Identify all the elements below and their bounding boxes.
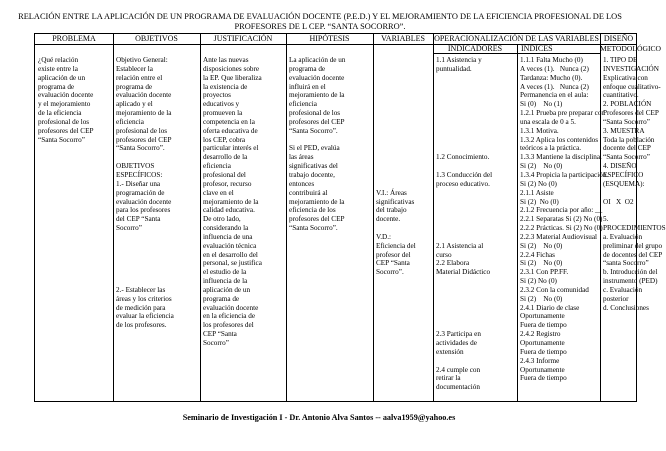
cell-line: 2.3.1 Con PP.FF. [520, 268, 569, 277]
cell-line: ESPECÍFICOS: [116, 170, 163, 179]
cell-line: 2.2 Elabora [436, 259, 470, 268]
cell-line: 1. TIPO DE [603, 56, 638, 64]
cell-line [436, 189, 516, 198]
cell-line [436, 357, 516, 366]
cell-line: Si (2) No (0) [520, 241, 563, 250]
cell-line: Socorro” [116, 224, 142, 233]
cell-line: Oportunamente [520, 339, 565, 347]
cell-line [376, 144, 432, 153]
cell-line: evaluación docente [116, 91, 172, 100]
cell-line [603, 189, 637, 198]
cell-line [116, 251, 199, 260]
cell-line: Toda la población [603, 135, 655, 144]
cell-line: Eficiencia del [376, 241, 416, 250]
cell-line: el estudio de la [203, 268, 247, 277]
column-divider [433, 34, 434, 401]
cell-line [436, 312, 516, 321]
cell-line [376, 83, 432, 92]
column-divider [373, 34, 374, 401]
cell-line: 3. MUESTRA [603, 126, 645, 135]
cell-line: 1.2 Conocimiento. [436, 153, 490, 162]
cell-line: en el desarrollo del [203, 250, 258, 259]
cell-line: “santa Socorro” [603, 259, 649, 268]
cell-line: (ESQUEMA): [603, 179, 645, 188]
cell-line: profesional de los [116, 126, 168, 135]
cell-line: desarrollo de la [203, 153, 248, 162]
cell-line: significativas del [289, 162, 338, 171]
cell-line: INVESTIGACIÓN [603, 64, 659, 73]
cell-line [376, 136, 432, 145]
cell-line [376, 153, 432, 162]
cell-line: evaluación técnica [203, 241, 257, 250]
cell-line: 2.1.2 Frecuencia por año: __ [520, 206, 603, 215]
cell-line: 2.2.1 Separatas Si (2) No (0) [520, 215, 603, 224]
cell-line: Explicativa con [603, 73, 648, 82]
cell-line: 2.3.2 Con la comunidad [520, 285, 589, 294]
column-indicadores [436, 56, 516, 392]
cell-line: personal, se justifica [203, 259, 262, 268]
cell-line: áreas y los criterios [116, 294, 172, 303]
cell-line: b. Introducción del [603, 268, 658, 277]
cell-line: aplicación de un [203, 285, 251, 294]
cell-line [436, 109, 516, 118]
cell-line: 2.2.4 Fichas [520, 250, 555, 259]
cell-line: influirá en el [289, 82, 326, 91]
cell-line: d. Conclusiones [603, 303, 649, 312]
cell-line: posterior [603, 294, 629, 303]
header-indices: INDICES [521, 44, 553, 53]
column-problema [38, 56, 112, 144]
cell-line: “Santa Socorro”. [289, 126, 338, 135]
cell-line [436, 144, 516, 153]
column-hipotesis [289, 56, 372, 233]
cell-line: 1.- Diseñar una [116, 179, 161, 188]
cell-line: 2.1.1 Asiste [520, 188, 554, 197]
cell-line [376, 74, 432, 83]
cell-line: cuantitativo. [603, 91, 639, 100]
cell-line: 5. [603, 215, 609, 224]
cell-line: particular interés el [203, 144, 259, 153]
cell-line: “Santa Socorro”. [289, 224, 338, 233]
cell-line: considerando la [203, 224, 249, 233]
cell-line: profesores del CEP [289, 215, 345, 224]
cell-line: A veces (1). Nunca (2) [520, 82, 589, 91]
cell-line: 2.4.1 Diario de clase [520, 303, 580, 312]
cell-line: Objetivo General: [116, 56, 168, 64]
cell-line [436, 277, 516, 286]
cell-line: 4. DISEÑO [603, 162, 637, 171]
cell-line: profesores del CEP [116, 135, 172, 144]
cell-line: 2.3 Participa en [436, 330, 481, 339]
cell-line: evaluación docente [38, 91, 94, 100]
title-line-2: PROFESORES DE L CEP. “SANTA SOCORRO”. [234, 22, 406, 31]
cell-line: evaluación docente [116, 197, 172, 206]
cell-line: eficiencia de los [289, 206, 336, 215]
cell-line: aplicación de un [38, 73, 86, 82]
cell-line: ESPECÍFICO [603, 170, 644, 179]
cell-line: Si (2) No (0) [520, 179, 557, 188]
cell-line [376, 65, 432, 74]
cell-line [376, 109, 432, 118]
cell-line: influencia de una [203, 232, 253, 241]
header-diseno-metodologico: METODOLÓGICO [600, 44, 662, 53]
header-variables: VARIABLES [381, 34, 425, 43]
footer-credit: Seminario de Investigación I - Dr. Antonio Alva Santos -- aalva1959@yahoo.es [182, 413, 456, 422]
cell-line: significativas [376, 197, 415, 206]
cell-line: A veces (1). Nunca (2) [520, 64, 589, 73]
cell-line: La aplicación de un [289, 56, 346, 64]
column-objetivos [116, 56, 199, 330]
cell-line: V.I.: Áreas [376, 188, 407, 197]
cell-line: trabajo docente, [289, 170, 335, 179]
cell-line: ¿Qué relación [38, 56, 79, 64]
cell-line: Tardanza: Mucho (0). [520, 73, 583, 82]
cell-line: 1.3.3 Mantiene la disciplina. [520, 153, 602, 162]
cell-line: a. Evaluación [603, 232, 643, 241]
cell-line: De otro lado, [203, 215, 241, 224]
cell-line [436, 286, 516, 295]
cell-line: OI X O2 [603, 197, 634, 206]
cell-line: Oportunamente [520, 312, 565, 321]
title-line-1: RELACIÓN ENTRE LA APLICACIÓN DE UN PROGRAMA DE EVALUACIÓN DOCENTE (P.E.D.) Y EL MEJORAMIENTO DE LA EFICIENCIA PROFESIONAL DE LOS [18, 12, 622, 21]
cell-line: docente. [376, 215, 401, 224]
cell-line: Material Didáctico [436, 268, 491, 277]
cell-line: competencia en la [203, 117, 255, 126]
cell-line: proyectos [203, 91, 231, 100]
cell-line: Oportunamente [520, 365, 565, 374]
cell-line [436, 136, 516, 145]
cell-line: Profesores del CEP [603, 109, 659, 118]
cell-line [376, 91, 432, 100]
cell-line: de los profesores. [116, 321, 167, 330]
cell-line [436, 198, 516, 207]
header-justificacion: JUSTIFICACIÓN [213, 34, 273, 43]
header-objetivos: OBJETIVOS [135, 34, 178, 43]
cell-line: influencia de la [203, 277, 248, 286]
cell-line: para los profesores [116, 206, 171, 215]
cell-line: Socorro” [203, 339, 229, 347]
header-diseno: DISEÑO [603, 34, 634, 43]
cell-line [436, 83, 516, 92]
cell-line: disposiciones sobre [203, 64, 260, 73]
cell-line: Permanencia en el aula: [520, 91, 589, 100]
cell-line: extensión [436, 347, 464, 356]
cell-line: 1.1.1 Falta Mucho (0) [520, 56, 583, 64]
column-indices [520, 56, 609, 383]
document-title [14, 12, 626, 32]
cell-line: 2. POBLACIÓN [603, 100, 652, 109]
cell-line [436, 118, 516, 127]
cell-line: Fuera de tiempo [520, 374, 567, 383]
cell-line: mejoramiento de la [116, 109, 172, 118]
column-variables [376, 56, 432, 277]
cell-line: documentación [436, 383, 480, 392]
cell-line: Si (2) No (0) [520, 277, 557, 286]
cell-line: entonces [289, 179, 315, 188]
cell-line: OBJETIVOS [116, 162, 155, 171]
cell-line: programa de [38, 82, 75, 91]
cell-line: promueven la [203, 109, 243, 118]
cell-line [603, 206, 637, 215]
cell-line: las áreas [289, 153, 314, 162]
cell-line: programación de [116, 188, 165, 197]
column-divider [113, 34, 114, 401]
cell-line: eficiencia [116, 117, 144, 126]
cell-line: de medición para [116, 303, 166, 312]
header-problema: PROBLEMA [52, 34, 96, 43]
cell-line: instrumento (PED) [603, 277, 658, 286]
cell-line: la EP. Que liberaliza [203, 73, 262, 82]
cell-line: mejoramiento de la [203, 197, 259, 206]
cell-line [376, 224, 432, 233]
cell-line: calidad educativa. [203, 206, 255, 215]
cell-line [436, 321, 516, 330]
cell-line: en la eficiencia de [203, 312, 256, 321]
cell-line [436, 127, 516, 136]
cell-line: mejoramiento de la [289, 91, 345, 100]
cell-line [436, 304, 516, 313]
cell-line: de la eficiencia [38, 109, 82, 118]
cell-line: curso [436, 250, 452, 259]
cell-line: 2.4 cumple con [436, 365, 481, 374]
cell-line: CEP “Santa [376, 259, 410, 268]
cell-line [376, 162, 432, 171]
cell-line: proceso educativo. [436, 179, 490, 188]
header-hipotesis: HIPÓTESIS [309, 34, 350, 43]
consistency-matrix-table [34, 33, 666, 402]
cell-line: teóricos a la práctica. [520, 144, 582, 153]
cell-line: una escala de 0 a 5. [520, 117, 576, 126]
cell-line [436, 91, 516, 100]
cell-line: Socorro”. [376, 268, 404, 277]
column-diseno [603, 56, 666, 312]
cell-line: profesores del CEP [38, 126, 94, 135]
cell-line: eficiencia [203, 162, 231, 171]
column-divider [517, 44, 518, 401]
cell-line: programa de [203, 294, 240, 303]
cell-line: c. Evaluación [603, 285, 643, 294]
cell-line: V.D.: [376, 232, 392, 241]
cell-line: Si (2) No (0) [520, 259, 563, 268]
cell-line [116, 153, 199, 162]
cell-line: del CEP “Santa [116, 215, 161, 224]
cell-line [376, 180, 432, 189]
column-justificacion [203, 56, 285, 348]
cell-line: Si el PED, evalúa [289, 144, 340, 153]
cell-line: oferta educativa de [203, 126, 258, 135]
cell-line [436, 74, 516, 83]
cell-line: los CEP, cobra [203, 135, 246, 144]
cell-line [376, 56, 432, 65]
cell-line: mejoramiento de la [289, 197, 345, 206]
cell-line [116, 259, 199, 268]
cell-line [436, 215, 516, 224]
cell-line: relación entre el [116, 73, 163, 82]
cell-line: “Santa Socorro”. [116, 144, 165, 153]
cell-line: existe entre la [38, 64, 78, 73]
cell-line [436, 100, 516, 109]
cell-line [376, 118, 432, 127]
cell-line: de docentes del CEP [603, 250, 663, 259]
cell-line [436, 233, 516, 242]
cell-line: enfoque cualitativo- [603, 82, 661, 91]
cell-line: “Santa Socorro” [603, 153, 650, 162]
cell-line: Fuera de tiempo [520, 321, 567, 330]
cell-line: profesional de los [38, 117, 90, 126]
cell-line: CEP “Santa [203, 330, 237, 339]
cell-line: 2.4.3 Informe [520, 356, 560, 365]
cell-line: actividades de [436, 339, 477, 347]
cell-line: evaluación docente [289, 73, 345, 82]
cell-line: programa de [116, 82, 153, 91]
cell-line: clave en el [203, 188, 234, 197]
cell-line: los profesores del [203, 321, 254, 330]
cell-line: y el mejoramiento [38, 100, 91, 109]
cell-line: 2.4.2 Registro [520, 330, 561, 339]
cell-line: Fuera de tiempo [520, 347, 567, 356]
cell-line: Si (2) No (0) [520, 197, 559, 206]
cell-line [289, 136, 372, 145]
cell-line: Si (2) No (0) [520, 294, 563, 303]
cell-line: Establecer la [116, 64, 153, 73]
cell-line: 1.3.4 Propicia la participación. [520, 170, 609, 179]
cell-line: Ante las nuevas [203, 56, 249, 64]
cell-line: 2.- Establecer las [116, 285, 166, 294]
cell-line [436, 162, 516, 171]
cell-line: preliminar del grupo [603, 241, 663, 250]
cell-line [436, 206, 516, 215]
cell-line: Si (0) No (1) [520, 100, 563, 109]
column-divider [200, 34, 201, 401]
cell-line: contribuirá al [289, 188, 328, 197]
header-operacionalizacion: OPERACIONALIZACIÓN DE LAS VARIABLES [434, 34, 599, 43]
cell-line [376, 127, 432, 136]
cell-line: evaluar la eficiencia [116, 312, 174, 321]
cell-line: 1.3.1 Motiva. [520, 126, 559, 135]
cell-line: docente del CEP [603, 144, 651, 153]
cell-line: evaluación docente [203, 303, 259, 312]
cell-line [436, 295, 516, 304]
cell-line [436, 224, 516, 233]
cell-line: 1.3 Conducción del [436, 170, 493, 179]
cell-line: profesional del [203, 170, 246, 179]
column-divider [286, 34, 287, 401]
cell-line: profesores del CEP [289, 117, 345, 126]
cell-line [116, 268, 199, 277]
cell-line: programa de [289, 64, 326, 73]
cell-line: profesional de los [289, 109, 341, 118]
cell-line: puntualidad. [436, 64, 472, 73]
cell-line: profesor del [376, 250, 411, 259]
cell-line [376, 171, 432, 180]
cell-line: del trabajo [376, 206, 407, 215]
cell-line: 2.2.3 Material Audiovisual [520, 232, 598, 241]
cell-line: 2.1 Asistencia al [436, 241, 484, 250]
cell-line: eficiencia [289, 100, 317, 109]
header-indicadores: INDICADORES [447, 44, 503, 53]
cell-line [116, 242, 199, 251]
cell-line [116, 277, 199, 286]
cell-line: 1.2.1 Prueba pre preparar con [520, 109, 606, 118]
cell-line [116, 233, 199, 242]
cell-line: “Santa Socorro” [603, 117, 650, 126]
cell-line: aplicado y el [116, 100, 153, 109]
cell-line [376, 100, 432, 109]
cell-line: la existencia de [203, 82, 248, 91]
cell-line: 1.3.2 Aplica los contenidos [520, 135, 599, 144]
cell-line: retirar la [436, 374, 461, 383]
cell-line: “Santa Socorro” [38, 135, 85, 144]
cell-line: educativos y [203, 100, 240, 109]
cell-line: 1.1 Asistencia y [436, 56, 482, 64]
cell-line: PROCEDIMIENTOS [603, 224, 666, 233]
cell-line: profesor, recurso [203, 179, 252, 188]
cell-line: 2.2.2 Prácticas. Si (2) No (0) [520, 224, 603, 233]
cell-line: Si (2) No (0) [520, 162, 563, 171]
